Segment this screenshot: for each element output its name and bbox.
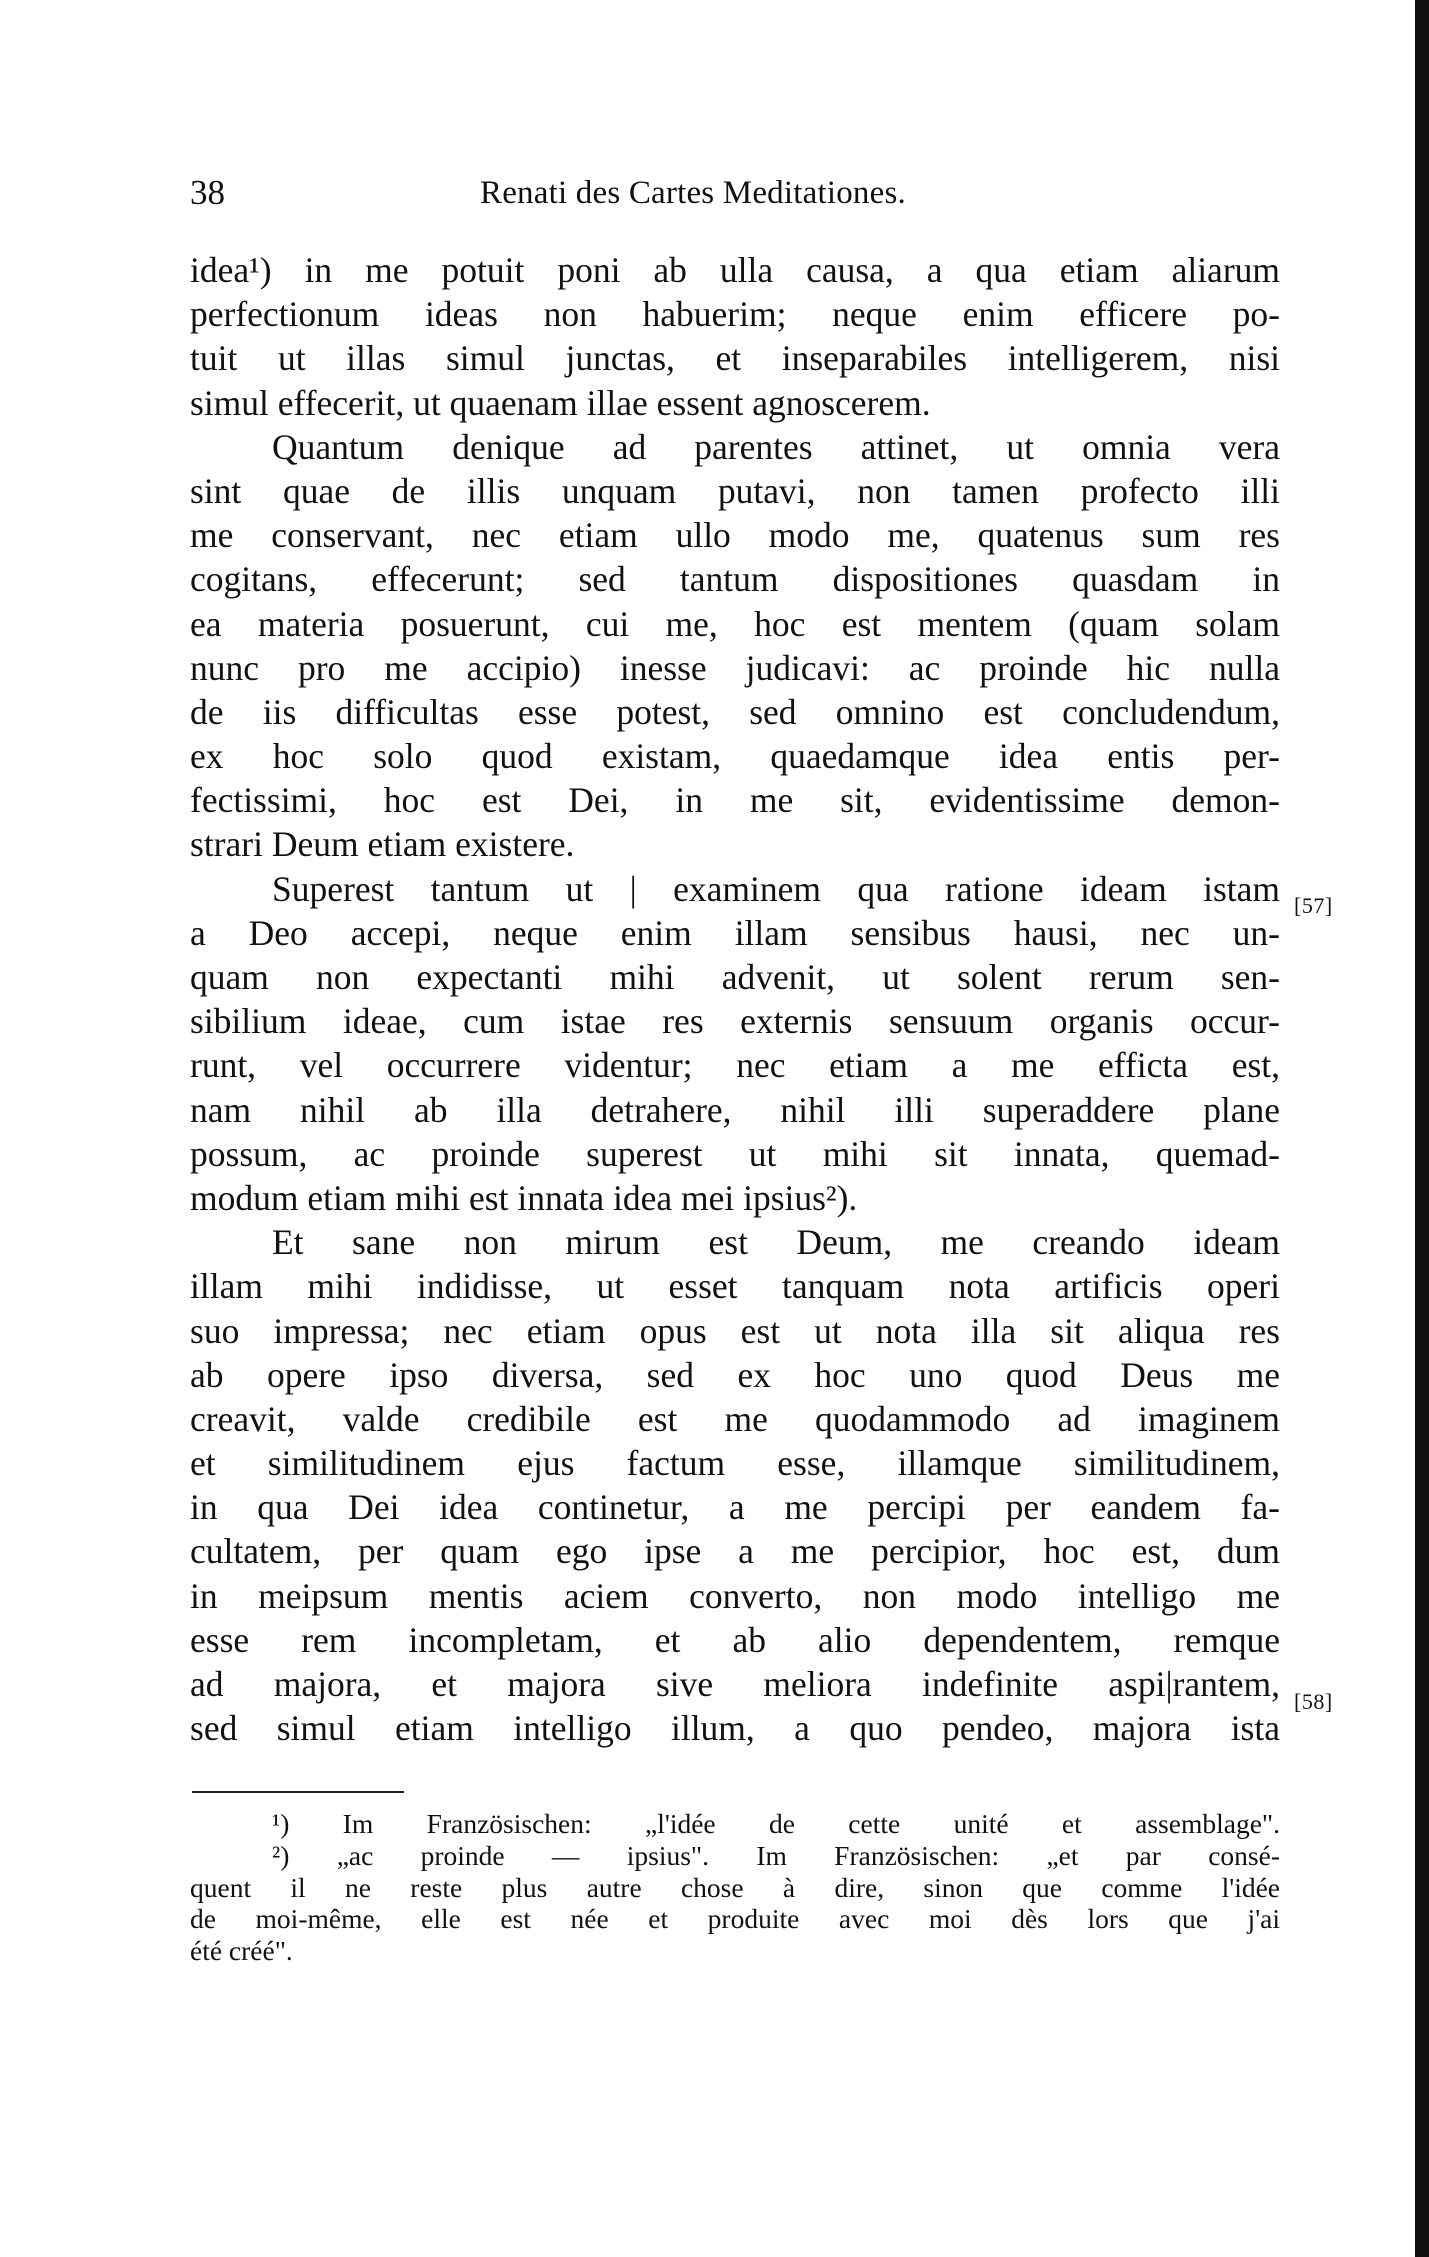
footnote-line: quent il ne reste plus autre chose à dire, sinon que comme l'idée bbox=[190, 1871, 1280, 1903]
page-header bbox=[190, 168, 1280, 218]
text-line: in meipsum mentis aciem converto, non modo intelligo me bbox=[190, 1575, 1280, 1616]
text-line: et similitudinem ejus factum esse, illamque similitudinem, bbox=[190, 1443, 1280, 1484]
text-line: possum, ac proinde superest ut mihi sit innata, quemad- bbox=[190, 1133, 1280, 1174]
text-line: ad majora, et majora sive meliora indefinite aspi|rantem, bbox=[190, 1664, 1280, 1704]
text-line: modum etiam mihi est innata idea mei ipsius²). bbox=[190, 1177, 858, 1218]
text-line: cultatem, per quam ego ipse a me percipior, hoc est, dum bbox=[190, 1531, 1280, 1572]
text-line: ab opere ipso diversa, sed ex hoc uno quod Deus me bbox=[190, 1354, 1280, 1395]
footnote-separator bbox=[192, 1791, 404, 1793]
text-line: strari Deum etiam existere. bbox=[190, 824, 575, 865]
text-line: esse rem incompletam, et ab alio dependentem, remque bbox=[190, 1619, 1280, 1660]
footnote-line: ²) „ac proinde — ipsius". Im Französischen: „et par consé- bbox=[272, 1839, 1280, 1871]
text-line: illam mihi indidisse, ut esset tanquam nota artificis operi bbox=[190, 1266, 1280, 1307]
footnote-line: de moi-même, elle est née et produite avec moi dès lors que j'ai bbox=[190, 1903, 1280, 1935]
text-line: quam non expectanti mihi advenit, ut solent rerum sen- bbox=[190, 957, 1280, 997]
text-line: creavit, valde credibile est me quodammodo ad imaginem bbox=[190, 1398, 1280, 1439]
paragraph-first-line: Quantum denique ad parentes attinet, ut omnia vera bbox=[272, 426, 1280, 467]
margin-page-reference: [57] bbox=[1294, 893, 1333, 918]
text-line: nunc pro me accipio) inesse judicavi: ac proinde hic nulla bbox=[190, 647, 1280, 688]
text-line: cogitans, effecerunt; sed tantum dispositiones quasdam in bbox=[190, 559, 1280, 600]
page-edge-shadow bbox=[1415, 0, 1429, 2257]
text-line: fectissimi, hoc est Dei, in me sit, evidentissime demon- bbox=[190, 780, 1280, 821]
text-line: runt, vel occurrere videntur; nec etiam a me efficta est, bbox=[190, 1045, 1280, 1086]
text-line: ex hoc solo quod existam, quaedamque idea entis per- bbox=[190, 736, 1280, 777]
page-number: 38 bbox=[190, 173, 225, 212]
running-title: Renati des Cartes Meditationes. bbox=[480, 175, 906, 211]
text-line: me conservant, nec etiam ullo modo me, quatenus sum res bbox=[190, 515, 1280, 556]
text-line: de iis difficultas esse potest, sed omnino est concludendum, bbox=[190, 691, 1280, 732]
text-line: simul effecerit, ut quaenam illae essent agnoscerem. bbox=[190, 382, 931, 423]
paragraph-first-line: Et sane non mirum est Deum, me creando ideam bbox=[272, 1222, 1280, 1263]
text-line: sibilium ideae, cum istae res externis sensuum organis occur- bbox=[190, 1001, 1280, 1042]
text-line: suo impressa; nec etiam opus est ut nota illa sit aliqua res bbox=[190, 1310, 1280, 1351]
text-line: idea¹) in me potuit poni ab ulla causa, a qua etiam aliarum bbox=[190, 250, 1280, 290]
text-line: sed simul etiam intelligo illum, a quo pendeo, majora ista bbox=[190, 1708, 1280, 1749]
text-line: in qua Dei idea continetur, a me percipi per eandem fa- bbox=[190, 1487, 1280, 1528]
main-text bbox=[190, 248, 1280, 1750]
paragraph-first-line: Superest tantum ut | examinem qua ratione ideam istam bbox=[272, 868, 1280, 909]
footnote-line: ¹) Im Französischen: „l'idée de cette unité et assemblage". bbox=[272, 1808, 1280, 1839]
footnote-line: été créé". bbox=[190, 1935, 293, 1967]
footnotes bbox=[190, 1808, 1280, 1967]
text-line: sint quae de illis unquam putavi, non tamen profecto illi bbox=[190, 470, 1280, 511]
text-line: nam nihil ab illa detrahere, nihil illi superaddere plane bbox=[190, 1089, 1280, 1130]
text-line: perfectionum ideas non habuerim; neque enim efficere po- bbox=[190, 294, 1280, 335]
margin-page-reference: [58] bbox=[1294, 1689, 1333, 1714]
text-line: ea materia posuerunt, cui me, hoc est mentem (quam solam bbox=[190, 603, 1280, 644]
text-line: tuit ut illas simul junctas, et inseparabiles intelligerem, nisi bbox=[190, 338, 1280, 379]
text-line: a Deo accepi, neque enim illam sensibus hausi, nec un- bbox=[190, 912, 1280, 953]
